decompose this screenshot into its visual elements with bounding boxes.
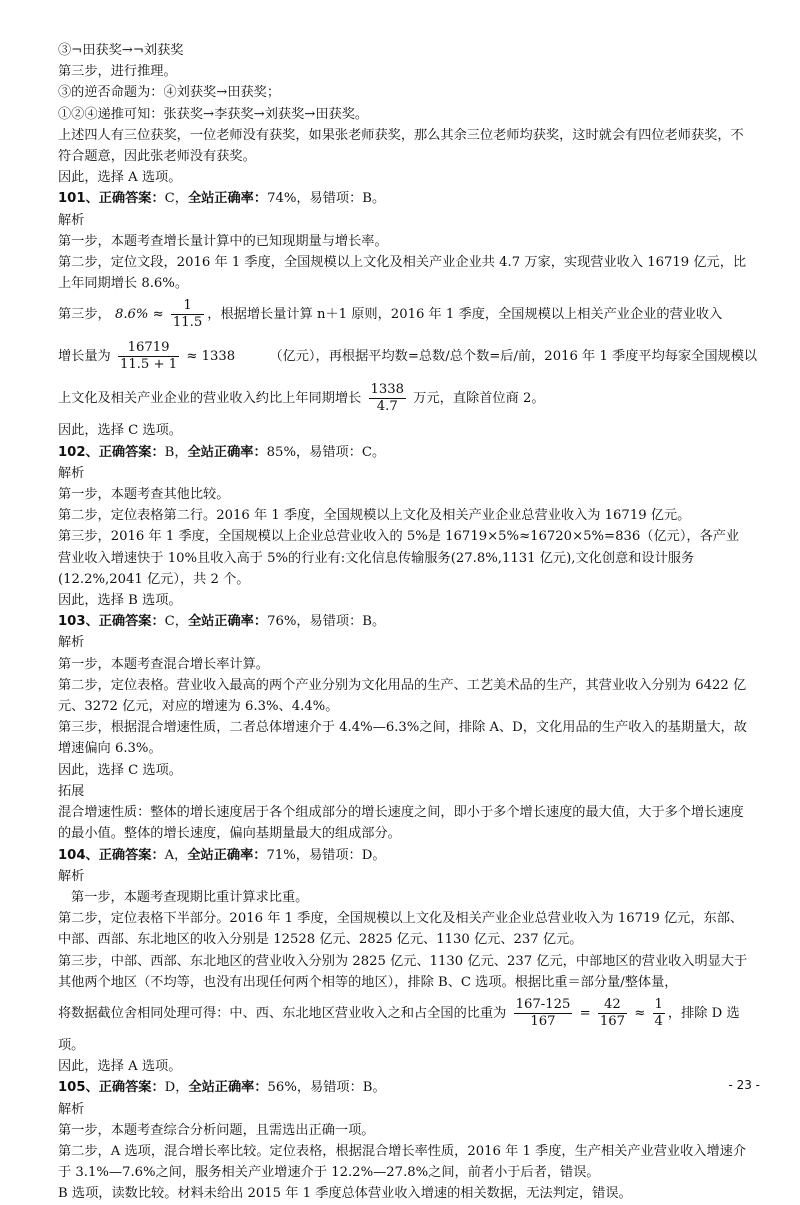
fraction-numerator: 167-125 — [515, 996, 571, 1012]
question-header-104 — [58, 845, 748, 866]
rate-value: 71%，易错项：D。 — [266, 847, 386, 863]
rate-label: 全站正确率： — [188, 1080, 268, 1096]
answer: B， — [164, 444, 188, 460]
math-line — [58, 294, 748, 336]
math-expression: 8.6% ≈ — [114, 307, 164, 323]
text-line: 项。 — [58, 1037, 85, 1053]
fraction-denominator: 4.7 — [376, 399, 398, 415]
math-line — [58, 378, 748, 420]
text-paragraph: 第二步，定位表格第二行。2016 年 1 季度，全国规模以上文化及相关产业企业总营业收入为 16719 亿元。 — [58, 508, 691, 524]
fraction-denominator: 11.5 — [172, 315, 203, 331]
question-header-102 — [58, 442, 748, 463]
fraction-numerator: 1 — [171, 298, 204, 315]
text-paragraph: 混合增速性质：整体的增长速度居于各个组成部分的增长速度之间，即小于多个增长速度的最大值，大于多个增长速度的最小值。整体的增长速度，偏向基期量最大的组成部分。 — [58, 805, 744, 842]
fraction — [598, 997, 627, 1030]
question-header-103 — [58, 611, 748, 632]
fraction-numerator: 16719 — [118, 340, 179, 357]
answer: C， — [164, 191, 188, 207]
answer: C， — [164, 614, 188, 630]
text-span: （亿元），再根据平均数=总数/总个数=后/前，2016 年 1 季度平均每家全国规模以 — [269, 349, 758, 365]
text-paragraph: 第三步，2016 年 1 季度，全国规模以上企业总营业收入的 5%是 16719×5%≈16720×5%=836（亿元），各产业营业收入增速快于 10%且收入高于 5%的行业有:文化信息传输服务(27.8%,1131 亿元),文化创意和设计服务(12.2%,2041 亿元），共 2 个。 — [58, 529, 740, 587]
text-span: 将数据截位舍相同处理可得：中、西、东北地区营业收入之和占全国的比重为 — [58, 1005, 507, 1021]
rate-label: 全站正确率： — [187, 614, 268, 630]
fraction — [369, 382, 407, 415]
text-line: 第一步，本题考查综合分析问题，且需选出正确一项。 — [58, 1122, 375, 1138]
rate-label: 全站正确率： — [187, 191, 268, 207]
section-label: 解析 — [58, 1101, 85, 1117]
text-paragraph: 第三步，根据混合增速性质，二者总体增速介于 4.4%—6.3%之间，排除 A、D，文化用品的生产收入的基期量大，故增速偏向 6.3%。 — [58, 720, 747, 757]
text-paragraph: 第二步，定位表格下半部分。2016 年 1 季度，全国规模以上文化及相关产业企业总营业收入为 16719 亿元，东部、中部、西部、东北地区的收入分别是 12528 亿元、2825 亿元、1130 亿元、237 亿元。 — [58, 911, 744, 948]
text-span: ，排除 D 选 — [667, 1005, 740, 1021]
page-number: - 23 - — [728, 1078, 760, 1092]
text-line: 因此，选择 A 选项。 — [58, 170, 182, 186]
rate-value: 74%，易错项：B。 — [267, 191, 386, 207]
math-operator: ≈ — [634, 1005, 646, 1021]
fraction-numerator: 42 — [598, 997, 627, 1014]
text-line: 第一步，本题考查混合增长率计算。 — [58, 656, 269, 672]
text-line: 因此，选择 B 选项。 — [58, 593, 182, 609]
text-span: ，根据增长量计算 n＋1 原则，2016 年 1 季度，全国规模以上相关产业企业的营业收入 — [207, 307, 723, 323]
text-line: 因此，选择 C 选项。 — [58, 423, 182, 439]
rate-value: 85%，易错项：C。 — [266, 444, 386, 460]
text-span: 增长量为 — [58, 349, 111, 365]
question-number: 103、正确答案： — [58, 614, 165, 630]
math-expression: ≈ 1338 — [186, 349, 236, 365]
rate-value: 76%，易错项：B。 — [267, 614, 386, 630]
fraction-denominator: 4 — [654, 1013, 663, 1029]
math-operator: = — [579, 1005, 591, 1021]
math-line — [58, 336, 758, 378]
text-paragraph: 第二步，定位表格。营业收入最高的两个产业分别为文化用品的生产、工艺美术品的生产，其营业收入分别为 6422 亿元、3272 亿元，对应的增速为 6.3%、4.4%。 — [58, 677, 747, 715]
text-paragraph: 第三步，中部、西部、东北地区的营业收入分别为 2825 亿元、1130 亿元、237 亿元，中部地区的营业收入明显大于其他两个地区（不均等，也没有出现任何两个相等的地区），排除 B、C 选项。根据比重＝部分量/整体量， — [58, 953, 748, 990]
fraction — [118, 340, 179, 373]
text-line: 第一步，本题考查现期比重计算求比重。 — [71, 889, 309, 905]
text-line: 因此，选择 C 选项。 — [58, 762, 182, 778]
document-body — [58, 40, 758, 1205]
text-paragraph: B 选项，读数比较。材料未给出 2015 年 1 季度总体营业收入增速的相关数据，无法判定，错误。 — [58, 1186, 632, 1202]
question-number: 104、正确答案： — [58, 847, 165, 863]
question-number: 101、正确答案： — [58, 191, 165, 207]
section-label: 解析 — [58, 212, 85, 228]
answer: D， — [164, 1080, 189, 1096]
section-label: 解析 — [58, 465, 85, 481]
fraction-numerator: 1338 — [370, 382, 405, 398]
section-label: 拓展 — [58, 783, 85, 799]
answer: A， — [164, 847, 188, 863]
text-line: ③的逆否命题为：④刘获奖→田获奖； — [58, 85, 281, 101]
text-span: 第三步， — [58, 307, 111, 323]
section-label: 解析 — [58, 868, 85, 884]
fraction-denominator: 167 — [599, 1013, 626, 1029]
text-span: 万元，直除首位商 2。 — [413, 391, 545, 407]
text-line: 第一步，本题考查其他比较。 — [58, 487, 230, 503]
question-header-101 — [58, 188, 748, 209]
fraction-numerator: 1 — [654, 996, 663, 1012]
text-paragraph: 第二步，定位文段，2016 年 1 季度，全国规模以上文化及相关产业企业共 4.7 万家，实现营业收入 16719 亿元，比上年同期增长 8.6%。 — [58, 255, 747, 292]
rate-label: 全站正确率： — [187, 847, 267, 863]
text-line: 第三步，进行推理。 — [58, 64, 177, 80]
section-label: 解析 — [58, 635, 85, 651]
rate-label: 全站正确率： — [187, 444, 267, 460]
math-line — [58, 993, 748, 1035]
fraction-denominator: 167 — [530, 1013, 556, 1029]
text-line: 因此，选择 A 选项。 — [58, 1059, 182, 1075]
text-line: 第一步，本题考查增长量计算中的已知现期量与增长率。 — [58, 233, 388, 249]
fraction — [514, 997, 573, 1030]
rate-value: 56%，易错项：B。 — [267, 1080, 386, 1096]
text-line: ③¬田获奖→¬刘获奖 — [58, 43, 184, 58]
fraction-denominator: 11.5 + 1 — [119, 357, 178, 373]
text-span: 上文化及相关产业企业的营业收入约比上年同期增长 — [58, 391, 362, 407]
fraction — [171, 298, 204, 331]
text-paragraph: 上述四人有三位获奖，一位老师没有获奖，如果张老师获奖，那么其余三位老师均获奖，这时就会有四位老师获奖，不符合题意，因此张老师没有获奖。 — [58, 127, 744, 165]
text-paragraph: 第二步，A 选项，混合增长率比较。定位表格，根据混合增长率性质，2016 年 1 季度，生产相关产业营业收入增速介于 3.1%—7.6%之间，服务相关产业增速介于 12.2%—27.8%之间，前者小于后者，错误。 — [58, 1143, 747, 1181]
question-number: 105、正确答案： — [58, 1080, 165, 1096]
question-number: 102、正确答案： — [58, 444, 165, 460]
text-line: ①②④递推可知：张获奖→李获奖→刘获奖→田获奖。 — [58, 106, 369, 122]
question-header-105 — [58, 1077, 748, 1098]
fraction — [653, 997, 665, 1030]
